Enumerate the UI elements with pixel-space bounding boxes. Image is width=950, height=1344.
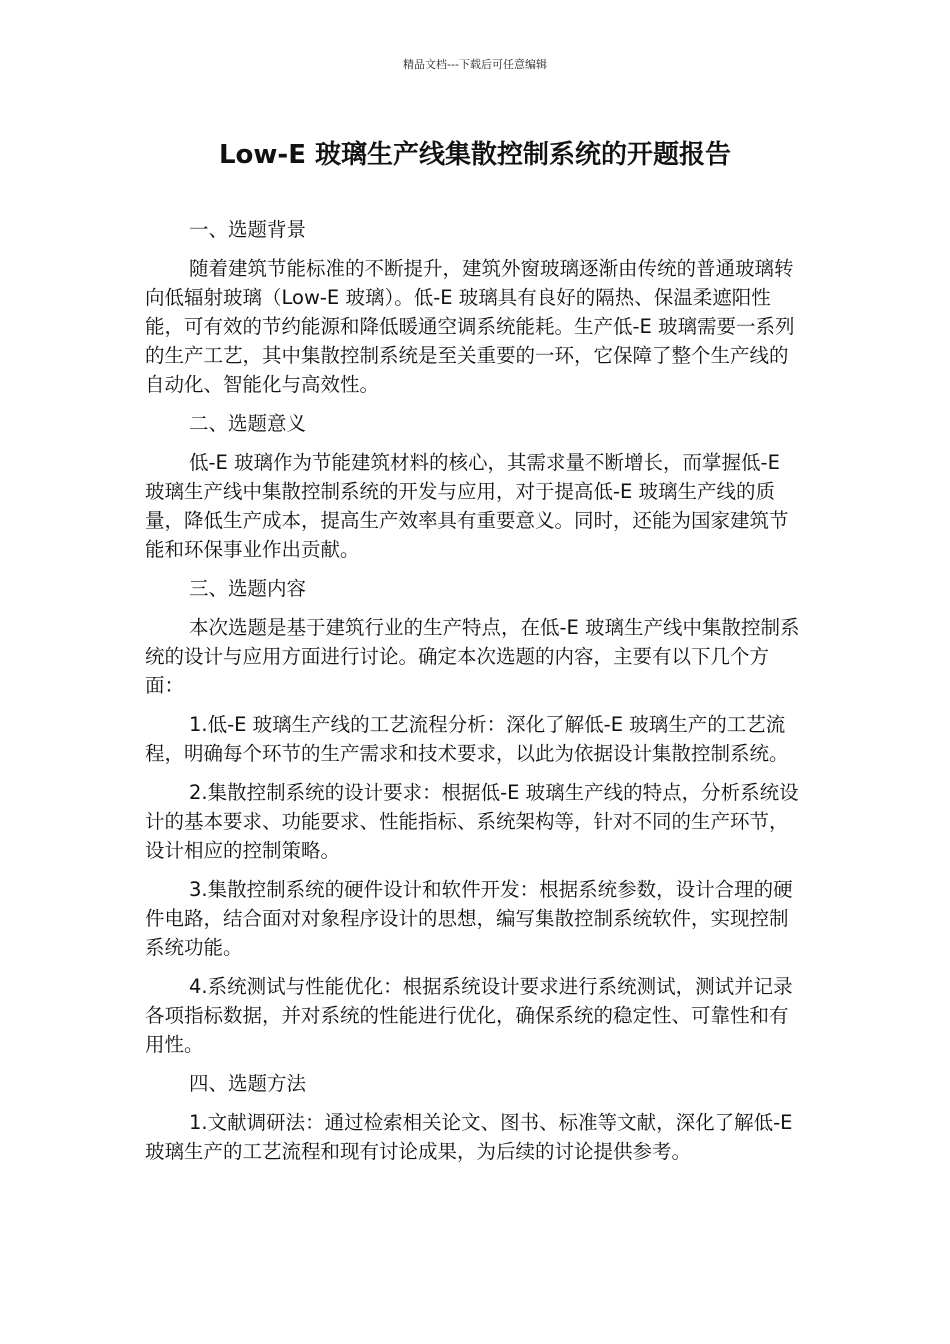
document-title: Low-E 玻璃生产线集散控制系统的开题报告	[218, 140, 732, 170]
section-heading-significance: 二、选题意义	[189, 412, 307, 435]
list-item-literature-research: 1.文献调研法：通过检索相关论文、图书、标准等文献，深化了解低-E 玻璃生产的工艺流程和现有讨论成果，为后续的讨论提供参考。	[145, 1111, 793, 1163]
section-heading-content: 三、选题内容	[189, 577, 307, 600]
paragraph-significance: 低-E 玻璃作为节能建筑材料的核心，其需求量不断增长，而掌握低-E 玻璃生产线中集散控制系统的开发与应用，对于提高低-E 玻璃生产线的质量，降低生产成本，提高生产效率具有重要意义。同时，还能为国家建筑节能和环保事业作出贡献。	[145, 451, 789, 561]
list-item-design-requirements: 2.集散控制系统的设计要求：根据低-E 玻璃生产线的特点，分析系统设计的基本要求、功能要求、性能指标、系统架构等，针对不同的生产环节，设计相应的控制策略。	[145, 781, 799, 862]
list-item-process-analysis: 1.低-E 玻璃生产线的工艺流程分析：深化了解低-E 玻璃生产的工艺流程，明确每个环节的生产需求和技术要求，以此为依据设计集散控制系统。	[145, 713, 789, 765]
document-body	[145, 215, 805, 1176]
paragraph-content-intro: 本次选题是基于建筑行业的生产特点，在低-E 玻璃生产线中集散控制系统的设计与应用方面进行讨论。确定本次选题的内容，主要有以下几个方面：	[145, 616, 800, 697]
paragraph-background: 随着建筑节能标准的不断提升，建筑外窗玻璃逐渐由传统的普通玻璃转向低辐射玻璃（Low-E 玻璃）。低-E 玻璃具有良好的隔热、保温柔遮阳性能，可有效的节约能源和降低暖通空调系统能耗。生产低-E 玻璃需要一系列的生产工艺，其中集散控制系统是至关重要的一环，它保障了整个生产线的自动化、智能化与高效性。	[145, 257, 795, 396]
section-heading-methods: 四、选题方法	[189, 1072, 307, 1095]
header-note: 精品文档---下载后可任意编辑	[403, 58, 547, 71]
list-item-testing-optimization: 4.系统测试与性能优化：根据系统设计要求进行系统测试，测试并记录各项指标数据，并对系统的性能进行优化，确保系统的稳定性、可靠性和有用性。	[145, 975, 793, 1056]
list-item-hardware-software: 3.集散控制系统的硬件设计和软件开发：根据系统参数，设计合理的硬件电路，结合面对对象程序设计的思想，编写集散控制系统软件，实现控制系统功能。	[145, 878, 793, 959]
section-heading-background: 一、选题背景	[189, 218, 307, 241]
